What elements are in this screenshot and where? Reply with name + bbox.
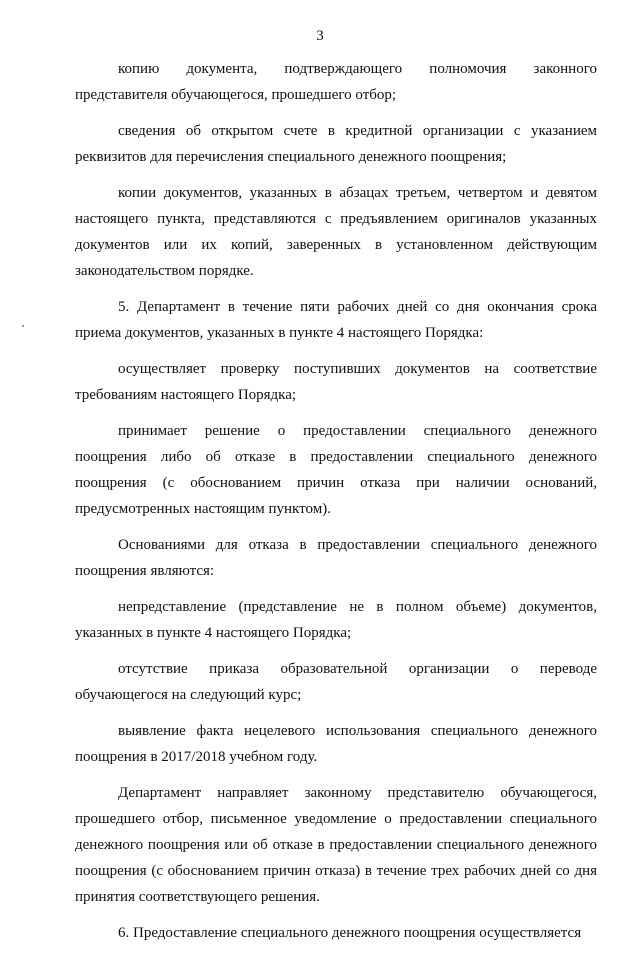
paragraph-decision: принимает решение о предоставлении специального денежного поощрения либо об отказе в предоставлении специального денежного поощрения (с обоснованием причин отказа при наличии оснований, предусмотренных настоящим пунктом). xyxy=(75,423,597,517)
page-number: 3 xyxy=(316,28,324,44)
paragraph-document-check: осуществляет проверку поступивших документов на соответствие требованиям настоящего Порядка; xyxy=(75,361,597,403)
paragraph-refusal-ground-misuse: выявление факта нецелевого использования специального денежного поощрения в 2017/2018 учебном году. xyxy=(75,723,597,765)
paragraph-notification: Департамент направляет законному представителю обучающегося, прошедшего отбор, письменное уведомление о предоставлении специального денежного поощрения или об отказе в предоставлении специального денежного поощрения (с обоснованием причин отказа) в течение трех рабочих дней со дня принятия соответствующего решения. xyxy=(75,785,597,905)
paragraph-clause-6: 6. Предоставление специального денежного поощрения осуществляется xyxy=(118,925,582,941)
document-body xyxy=(75,56,597,956)
paragraph-document-copies: копии документов, указанных в абзацах третьем, четвертом и девятом настоящего пункта, представляются с предъявлением оригиналов указанных документов или их копий, заверенных в установленном действующим законодательством порядке. xyxy=(75,185,597,279)
paragraph-clause-5: 5. Департамент в течение пяти рабочих дней со дня окончания срока приема документов, указанных в пункте 4 настоящего Порядка: xyxy=(75,299,597,341)
paragraph-refusal-ground-documents: непредставление (представление не в полном объеме) документов, указанных в пункте 4 настоящего Порядка; xyxy=(75,599,597,641)
paragraph-refusal-ground-order: отсутствие приказа образовательной организации о переводе обучающегося на следующий курс; xyxy=(75,661,597,703)
paragraph-refusal-grounds-heading: Основаниями для отказа в предоставлении специального денежного поощрения являются: xyxy=(75,537,597,579)
paragraph-bank-account-info: сведения об открытом счете в кредитной организации с указанием реквизитов для перечисления специального денежного поощрения; xyxy=(75,123,597,165)
paragraph-legal-rep-document: копию документа, подтверждающего полномочия законного представителя обучающегося, прошедшего отбор; xyxy=(75,61,597,103)
scan-artifact-dot xyxy=(22,325,24,327)
